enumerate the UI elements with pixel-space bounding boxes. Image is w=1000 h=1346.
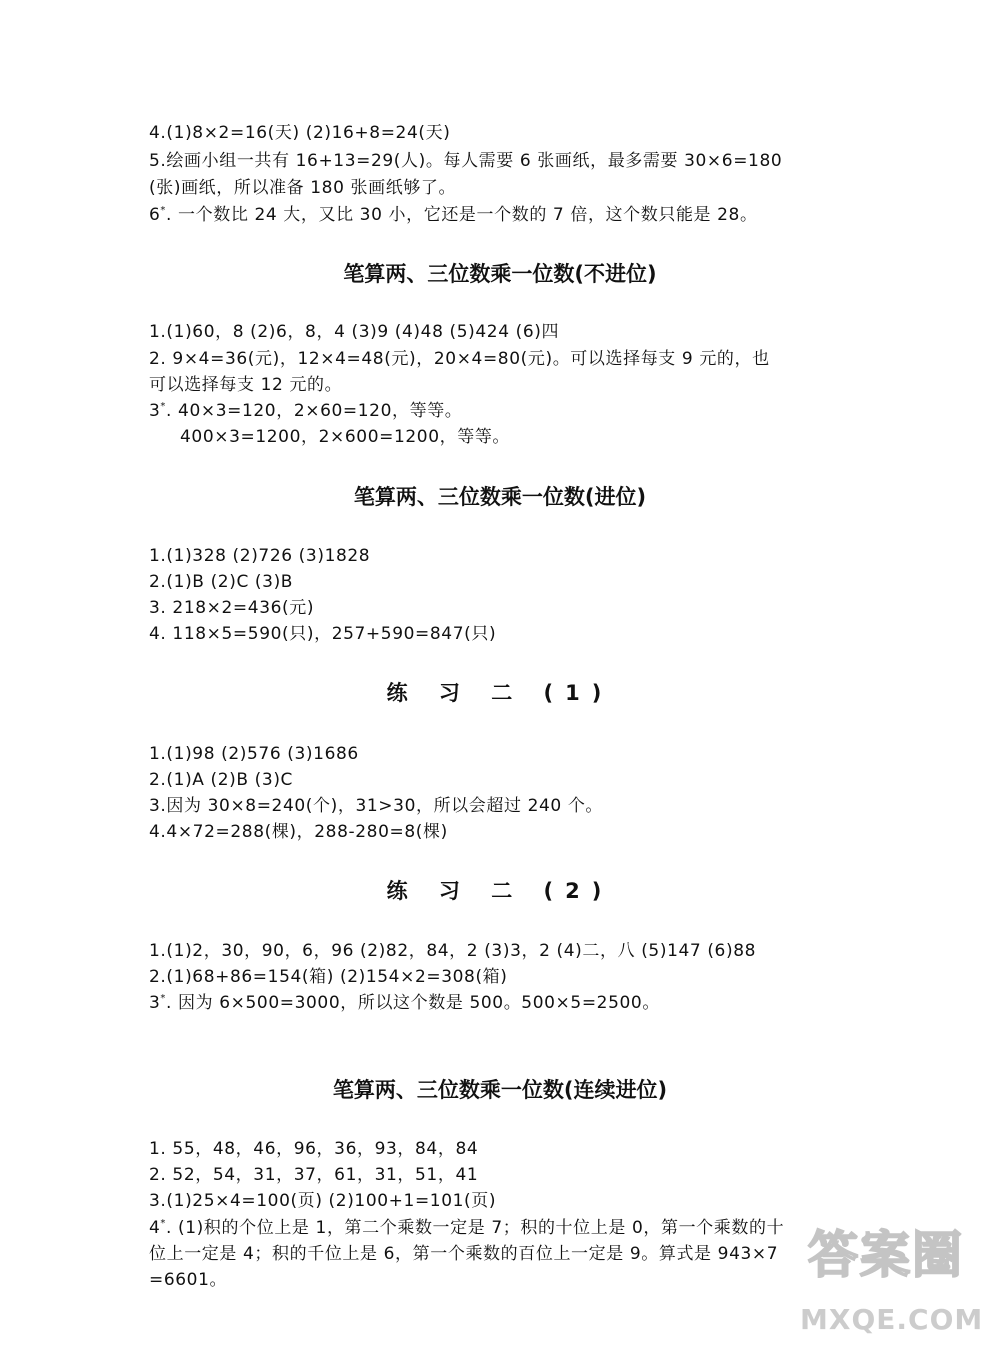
question-number: 3	[149, 401, 161, 421]
answer-line: 2. 9×4=36(元)，12×4=48(元)，20×4=80(元)。可以选择每支 9 元的，也	[149, 349, 770, 369]
answer-line: 位上一定是 4；积的千位上是 6，第一个乘数的百位上一定是 9。算式是 943×7	[149, 1244, 779, 1264]
answer-line: 2.(1)68+86=154(箱) (2)154×2=308(箱)	[149, 967, 508, 987]
answer-text: . (1)积的个位上是 1，第二个乘数一定是 7；积的十位上是 0，第一个乘数的十	[166, 1218, 785, 1238]
answer-line: 3. 218×2=436(元)	[149, 598, 315, 618]
answer-line: =6601。	[149, 1270, 228, 1290]
watermark-logo: 答案圈	[808, 1226, 964, 1284]
star-mark: *	[160, 993, 167, 1004]
question-number: 6	[149, 205, 161, 225]
answer-line: (张)画纸，所以准备 180 张画纸够了。	[149, 178, 457, 198]
answer-line: 2.(1)A (2)B (3)C	[149, 770, 294, 790]
answer-line: 1. 55，48，46，96，36，93，84，84	[149, 1139, 479, 1159]
answer-line-q3	[149, 399, 462, 423]
answer-line: 400×3=1200，2×600=1200，等等。	[180, 427, 511, 447]
answer-text: . 因为 6×500=3000，所以这个数是 500。500×5=2500。	[166, 993, 660, 1013]
answer-line: 4. 118×5=590(只)，257+590=847(只)	[149, 624, 497, 644]
question-number: 4	[149, 1218, 161, 1238]
answer-line-q3	[149, 991, 660, 1015]
answer-line: 1.(1)60，8 (2)6，8，4 (3)9 (4)48 (5)424 (6)四	[149, 322, 560, 342]
answer-line: 1.(1)328 (2)726 (3)1828	[149, 546, 371, 566]
answer-line: 3.(1)25×4=100(页) (2)100+1=101(页)	[149, 1191, 497, 1211]
answer-line: 5.绘画小组一共有 16+13=29(人)。每人需要 6 张画纸，最多需要 30×6=180	[149, 151, 783, 171]
answer-line: 1.(1)98 (2)576 (3)1686	[149, 744, 359, 764]
section-title: 练 习 二 (2)	[386, 879, 614, 903]
answer-line: 可以选择每支 12 元的。	[149, 375, 343, 395]
watermark-domain: MXQE.COM	[800, 1303, 984, 1336]
answer-line: 4.(1)8×2=16(天) (2)16+8=24(天)	[149, 123, 451, 143]
section-title: 笔算两、三位数乘一位数(不进位)	[343, 262, 657, 286]
answer-line: 3.因为 30×8=240(个)，31>30，所以会超过 240 个。	[149, 796, 604, 816]
answer-line-q6	[149, 203, 758, 227]
question-number: 3	[149, 993, 161, 1013]
star-mark: *	[160, 1218, 167, 1229]
star-mark: *	[160, 401, 167, 412]
answer-line: 1.(1)2，30，90，6，96 (2)82，84，2 (3)3，2 (4)二，八 (5)147 (6)88	[149, 941, 757, 961]
section-title: 笔算两、三位数乘一位数(进位)	[353, 485, 647, 509]
star-mark: *	[160, 205, 167, 216]
answer-line: 4.4×72=288(棵)，288-280=8(棵)	[149, 822, 448, 842]
watermark	[790, 1215, 990, 1340]
section-title: 练 习 二 (1)	[386, 681, 614, 705]
answer-text: . 一个数比 24 大，又比 30 小，它还是一个数的 7 倍，这个数只能是 28。	[166, 205, 758, 225]
section-title: 笔算两、三位数乘一位数(连续进位)	[332, 1078, 668, 1102]
answer-line: 2. 52，54，31，37，61，31，51，41	[149, 1165, 479, 1185]
answer-line-q4	[149, 1216, 784, 1240]
answer-text: . 40×3=120，2×60=120，等等。	[166, 401, 463, 421]
answer-line: 2.(1)B (2)C (3)B	[149, 572, 294, 592]
